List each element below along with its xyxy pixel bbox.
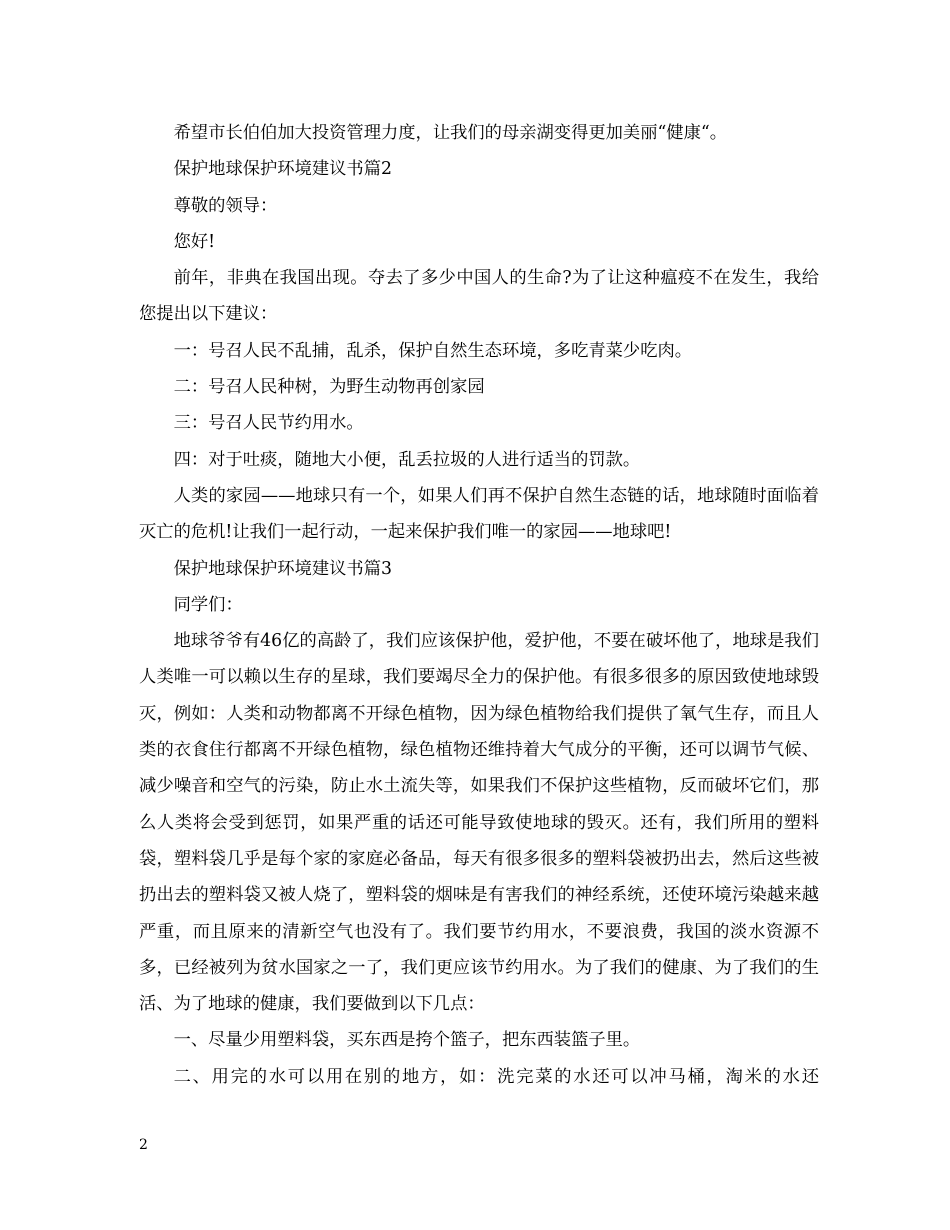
- salutation: 尊敬的领导：: [173, 195, 278, 216]
- suggestion-1: 一：号召人民不乱捕，乱杀，保护自然生态环境，多吃青菜少吃肉。: [173, 340, 693, 361]
- suggestion-4: 四：对于吐痰，随地大小便，乱丢拉圾的人进行适当的罚款。: [173, 449, 641, 470]
- greeting: 您好!: [173, 231, 216, 252]
- page-number: 2: [139, 1137, 148, 1153]
- paragraph-call-to-action: 人类的家园——地球只有一个，如果人们再不保护自然生态链的话，地球随时面临着灭亡的危机!让我们一起行动，一起来保护我们唯一的家园——地球吧!: [139, 485, 819, 543]
- suggestion-2: 二：号召人民种树，为野生动物再创家园: [173, 377, 485, 398]
- point-2: 二、用完的水可以用在别的地方，如：洗完菜的水还可以冲马桶，淘米的水还: [173, 1066, 819, 1087]
- paragraph-closing-wish: 希望市长伯伯加大投资管理力度，让我们的母亲湖变得更加美丽“健康“。: [173, 123, 727, 143]
- section-heading-2: 保护地球保护环境建议书篇2: [173, 159, 392, 180]
- document-body: [139, 115, 819, 1095]
- section-heading-3: 保护地球保护环境建议书篇3: [173, 558, 392, 579]
- suggestion-3: 三：号召人民节约用水。: [173, 413, 364, 434]
- paragraph-intro: 前年，非典在我国出现。夺去了多少中国人的生命?为了让这种瘟疫不在发生，我给您提出以下建议：: [139, 268, 819, 325]
- point-1: 一、尽量少用塑料袋，买东西是挎个篮子，把东西装篮子里。: [173, 1030, 641, 1051]
- salutation-students: 同学们：: [173, 594, 243, 615]
- paragraph-body: 地球爷爷有46亿的高龄了，我们应该保护他，爱护他，不要在破坏他了，地球是我们人类唯一可以赖以生存的星球，我们要竭尽全力的保护他。有很多很多的原因致使地球毁灭，例如：人类和动物都离不开绿色植物，因为绿色植物给我们提供了氧气生存，而且人类的衣食住行都离不开绿色植物，绿色植物还维持着大气成分的平衡，还可以调节气候、减少噪音和空气的污染，防止水土流失等，如果我们不保护这些植物，反而破坏它们，那么人类将会受到惩罚，如果严重的话还可能导致使地球的毁灭。还有，我们所用的塑料袋，塑料袋几乎是每个家的家庭必备品，每天有很多很多的塑料袋被扔出去，然后这些被扔出去的塑料袋又被人烧了，塑料袋的烟味是有害我们的神经系统，还使环境污染越来越严重，而且原来的清新空气也没有了。我们要节约用水，不要浪费，我国的淡水资源不多，已经被列为贫水国家之一了，我们更应该节约用水。为了我们的健康、为了我们的生活、为了地球的健康，我们要做到以下几点：: [139, 631, 819, 1015]
